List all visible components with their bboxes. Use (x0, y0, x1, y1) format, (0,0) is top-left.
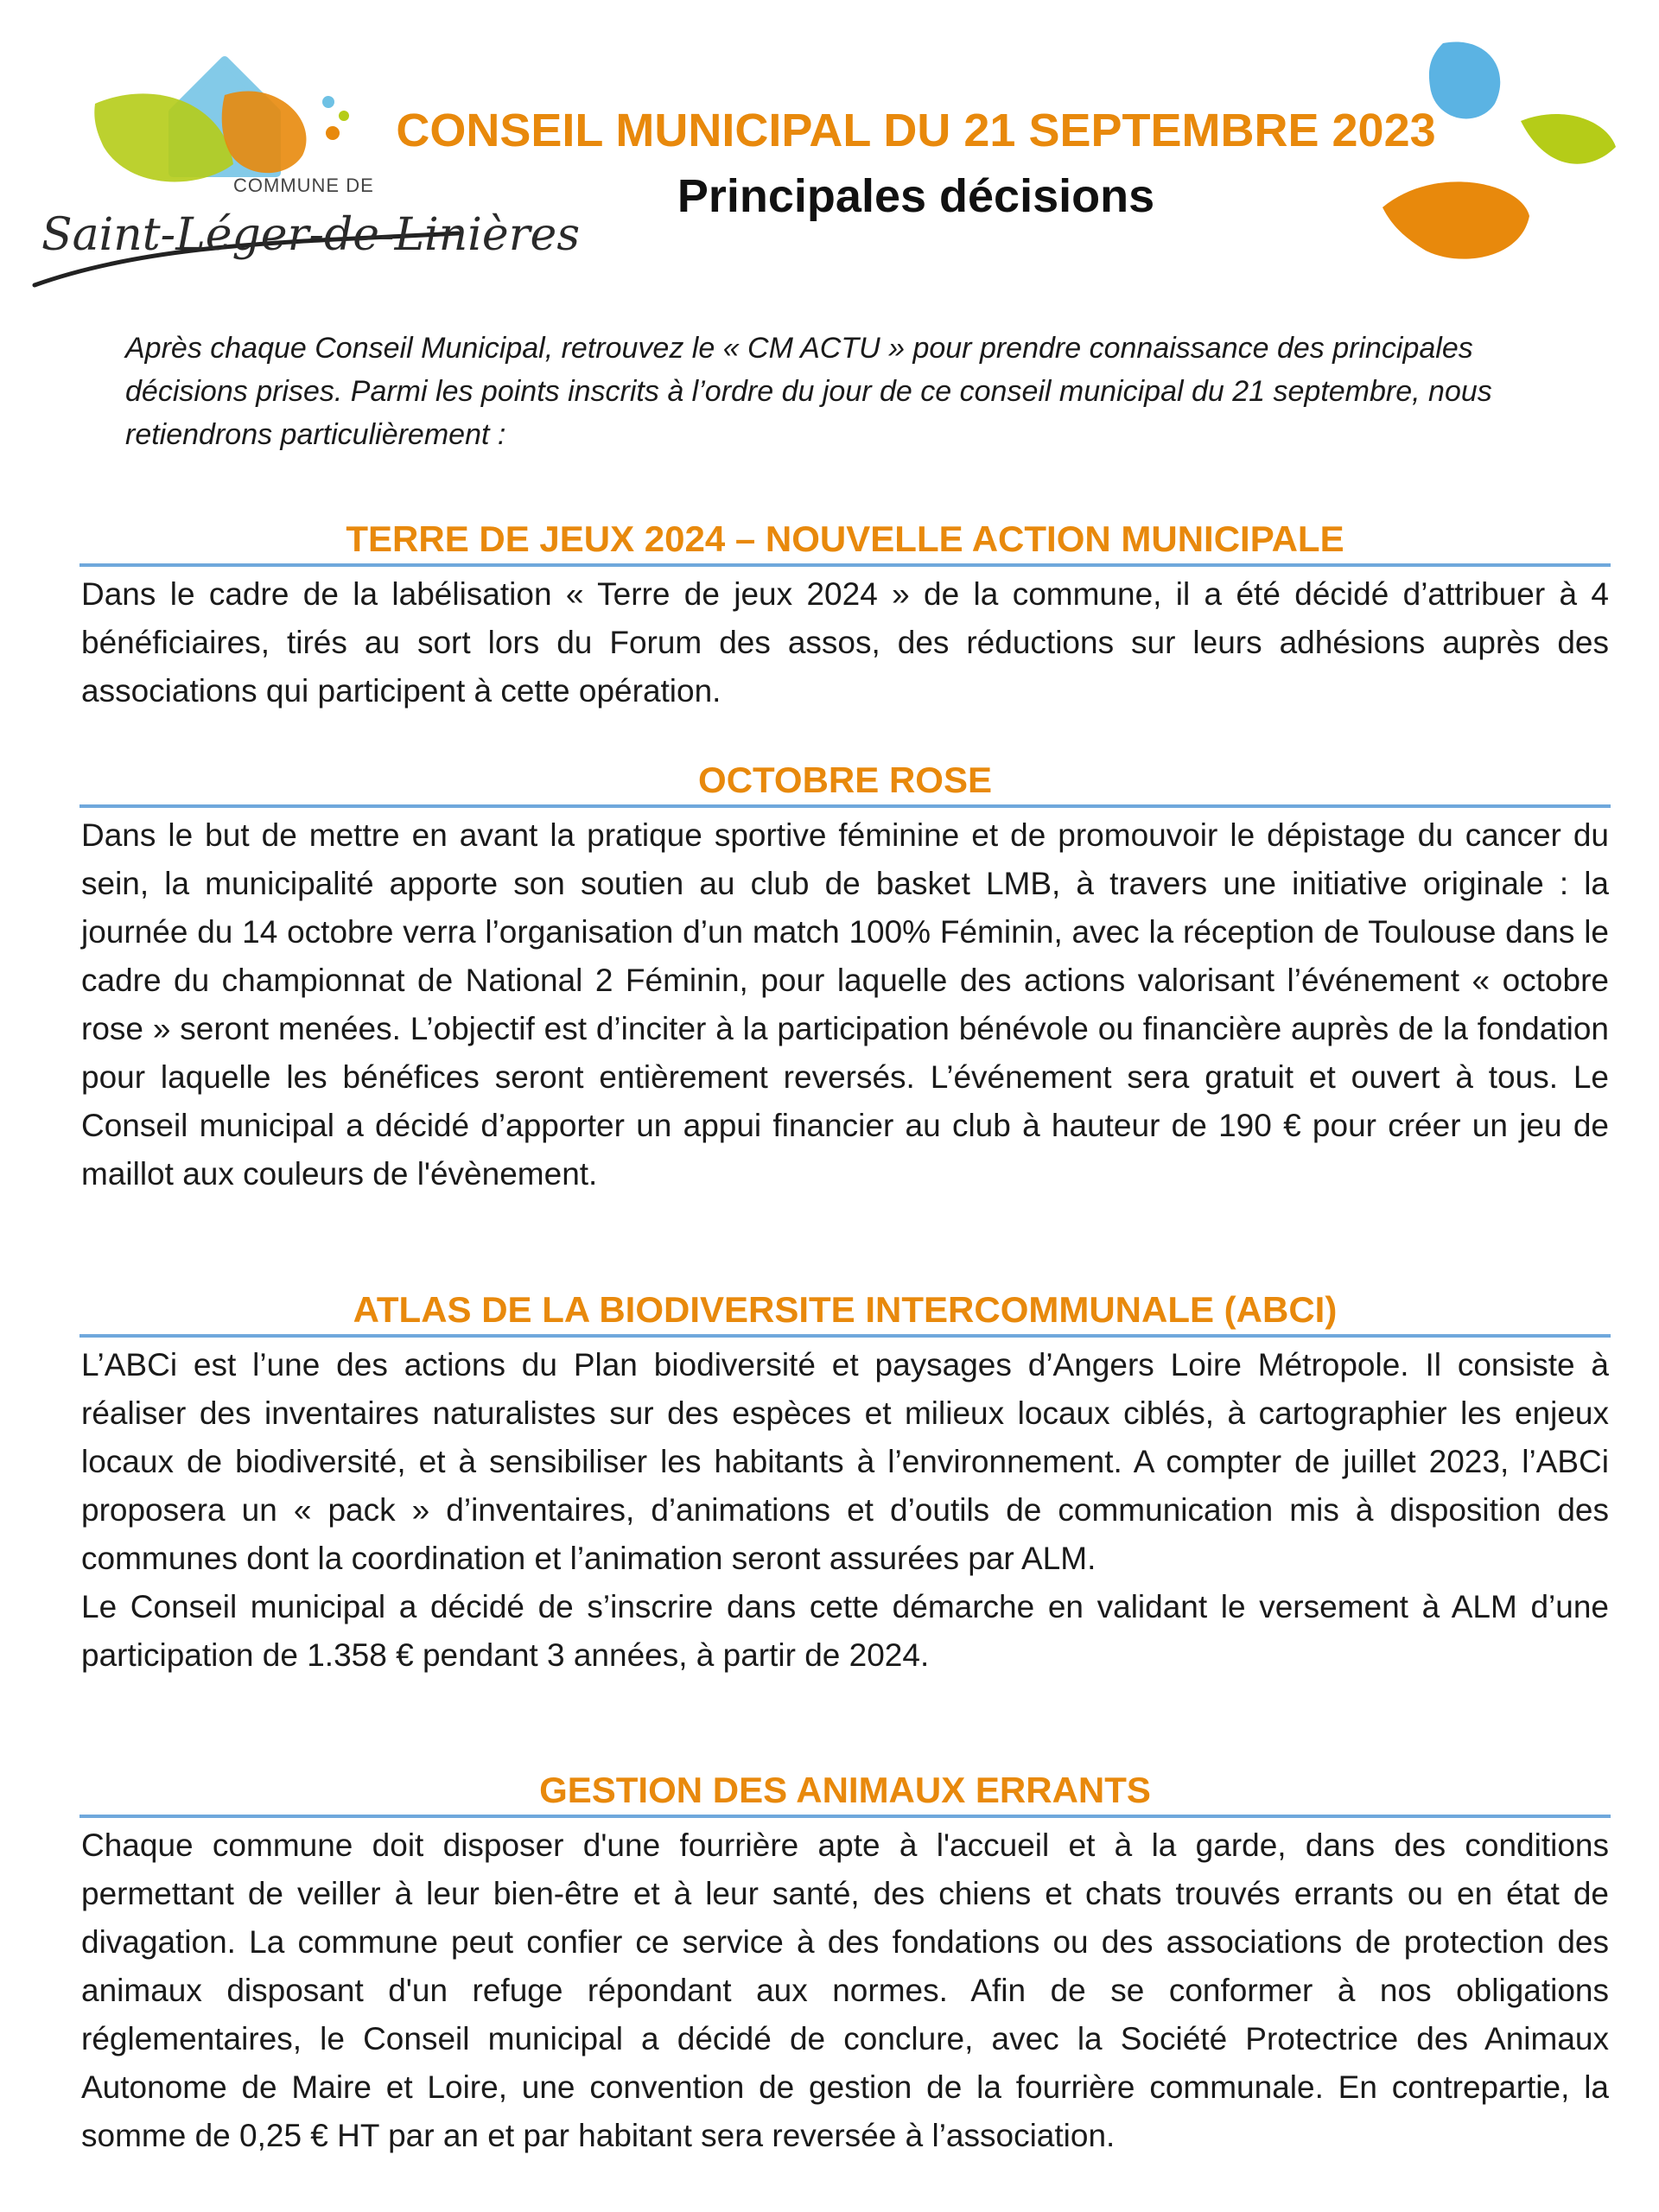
section-title: TERRE DE JEUX 2024 – NOUVELLE ACTION MUNICIPALE (79, 517, 1611, 567)
intro-paragraph: Après chaque Conseil Municipal, retrouvez le « CM ACTU » pour prendre connaissance des principales décisions prises. Parmi les points inscrits à l’ordre du jour de ce conseil municipal du 21 septembre, nous retiendrons particulièrement : (125, 332, 1492, 451)
section-title: GESTION DES ANIMAUX ERRANTS (79, 1768, 1611, 1818)
section-terre-de-jeux (79, 517, 1611, 715)
section-paragraph: L’ABCi est l’une des actions du Plan biodiversité et paysages d’Angers Loire Métropole. Il consiste à réaliser des inventaires naturalistes sur des espèces et milieux locaux ciblés, à cartographier les enjeux locaux de biodiversité, et à sensibiliser les habitants à l’environnement. A compter de juillet 2023, l’ABCi proposera un « pack » d’inventaires, d’animations et d’outils de communication mis à disposition des communes dont la coordination et l’animation seront assurées par ALM. (81, 1347, 1609, 1576)
section-animaux-errants (79, 1768, 1611, 2160)
section-abci (79, 1287, 1611, 1680)
logo-graphic-icon (26, 26, 475, 302)
logo-commune-name: Saint-Léger-de-Linières (41, 209, 581, 261)
commune-logo (26, 26, 581, 302)
section-body (79, 1341, 1611, 1680)
page-subtitle: Principales décisions (677, 170, 1155, 222)
decorative-drops (1382, 35, 1642, 294)
section-octobre-rose (79, 758, 1611, 1198)
section-body (79, 1821, 1611, 2160)
section-paragraph: Dans le but de mettre en avant la pratique sportive féminine et de promouvoir le dépistage du cancer du sein, la municipalité apporte son soutien au club de basket LMB, à travers une initiative originale : la journée du 14 octobre verra l’organisation d’un match 100% Féminin, avec la réception de Toulouse dans le cadre du championnat de National 2 Féminin, pour laquelle des actions valorisant l’événement « octobre rose » seront menées. L’objectif est d’inciter à la participation bénévole ou financière auprès de la fondation pour laquelle les bénéfices seront entièrement reversés. L’événement sera gratuit et ouvert à tous. Le Conseil municipal a décidé d’apporter un appui financier au club à hauteur de 190 € pour créer un jeu de maillot aux couleurs de l'évènement. (81, 817, 1609, 1192)
section-paragraph: Dans le cadre de la labélisation « Terre de jeux 2024 » de la commune, il a été décidé d’attribuer à 4 bénéficiaires, tirés au sort lors du Forum des assos, des réductions sur leurs adhésions auprès des associations qui participent à cette opération. (81, 576, 1609, 709)
section-paragraph: Chaque commune doit disposer d'une fourrière apte à l'accueil et à la garde, dans des conditions permettant de veiller à leur bien-être et à leur santé, des chiens et chats trouvés errants ou en état de divagation. La commune peut confier ce service à des fondations ou des associations de protection des animaux disposant d'un refuge répondant aux normes. Afin de se conformer à nos obligations réglementaires, le Conseil municipal a décidé de conclure, avec la Société Protectrice des Animaux Autonome de Maire et Loire, une convention de gestion de la fourrière communale. En contrepartie, la somme de 0,25 € HT par an et par habitant sera reversée à l’association. (81, 1827, 1609, 2153)
section-body (79, 811, 1611, 1198)
section-paragraph: Le Conseil municipal a décidé de s’inscrire dans cette démarche en validant le versement à ALM d’une participation de 1.358 € pendant 3 années, à partir de 2024. (81, 1589, 1609, 1673)
section-title: OCTOBRE ROSE (79, 758, 1611, 808)
logo-commune-label: COMMUNE DE (233, 175, 374, 196)
section-title: ATLAS DE LA BIODIVERSITE INTERCOMMUNALE (ABCI) (79, 1287, 1611, 1338)
drops-icon (1382, 35, 1642, 294)
section-body (79, 570, 1611, 715)
page-title: CONSEIL MUNICIPAL DU 21 SEPTEMBRE 2023 (396, 105, 1436, 156)
